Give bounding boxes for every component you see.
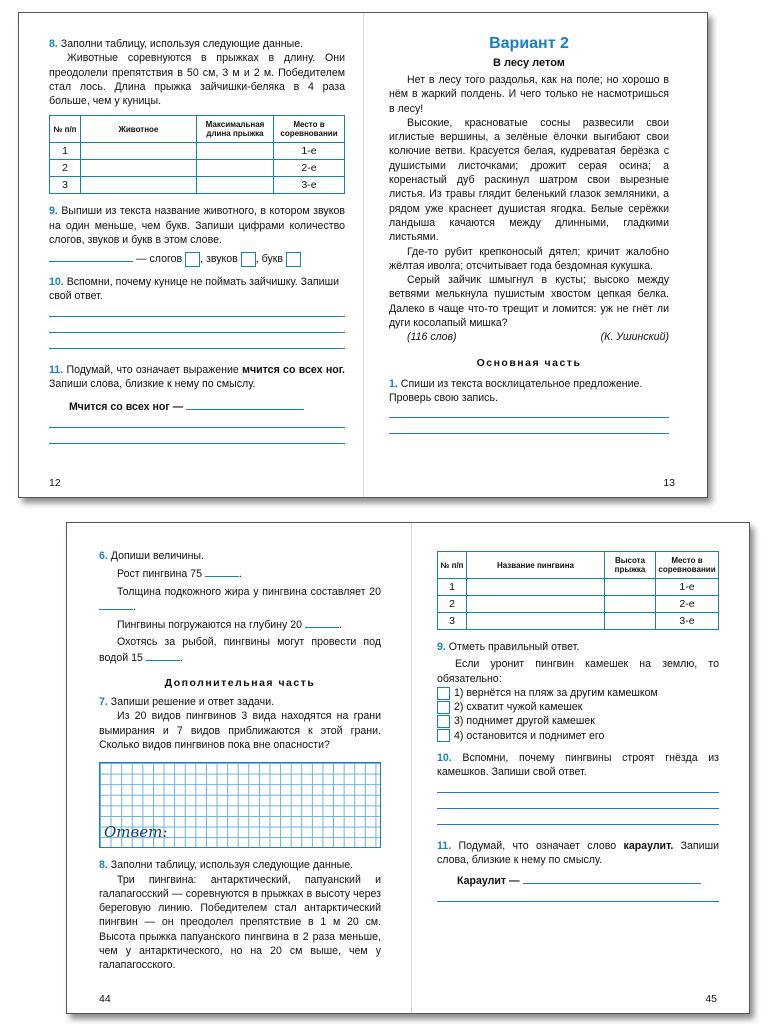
table-cell: 2	[50, 160, 81, 177]
task11-answer-row	[437, 873, 719, 888]
task9	[49, 204, 345, 247]
sounds-label: , звуков	[200, 253, 238, 266]
table-cell: 3-е	[656, 613, 719, 630]
table-row	[50, 177, 345, 194]
task-text: Выпиши из текста название животного, в котором звуков на один меньше, чем букв. Запиши цифрами количество слогов, звуков и букв в этом слове.	[49, 205, 345, 247]
task-number: 9.	[49, 205, 58, 218]
answer-line[interactable]	[49, 316, 345, 317]
task11	[49, 363, 345, 392]
variant-heading: Вариант 2	[489, 35, 569, 52]
answer-line[interactable]	[49, 427, 345, 428]
task-text: Вспомни, почему пингвины строят гнёзда из камешков. Запиши свой ответ.	[437, 752, 719, 779]
task6	[99, 549, 381, 563]
answer-line[interactable]	[437, 792, 719, 793]
task-text: Заполни таблицу, используя следующие данные.	[110, 859, 354, 872]
table-cell: 1-е	[274, 143, 345, 160]
task10	[49, 275, 345, 304]
table-header: № п/п	[50, 116, 81, 143]
table-cell: 3	[438, 613, 467, 630]
answer-line[interactable]	[437, 901, 719, 902]
task-number: 9.	[437, 641, 446, 653]
task-text: Допиши величины.	[110, 550, 204, 562]
task-number: 11.	[437, 839, 452, 852]
answer-label: Мчится со всех ног —	[69, 401, 184, 414]
table-cell: 2-е	[656, 596, 719, 613]
table-cell-input[interactable]	[605, 613, 656, 630]
solution-grid[interactable]	[99, 762, 381, 848]
paragraph: Серый зайчик шмыгнул в кусты; высоко между ветвями мелькнула пушистым хвостом цепкая белка. Далеко в чаще что-то трещит и ломится: уж не гнёт ли дуги косолапый мишка?	[389, 274, 669, 330]
option-label: 1) вернётся на пляж за другим камешком	[454, 686, 658, 699]
page-number: 45	[705, 993, 717, 1005]
author: (К. Ушинский)	[600, 331, 669, 344]
quantity-line	[99, 617, 381, 632]
task-text: Заполни таблицу, используя следующие данные.	[60, 38, 304, 50]
quantity-text: Охотясь за рыбой, пингвины могут провести под водой 15	[99, 636, 381, 664]
quantity-end: .	[179, 651, 183, 664]
task-keyword: мчится со всех ног.	[242, 363, 345, 376]
quantity-end: .	[238, 568, 242, 581]
task10	[437, 751, 719, 780]
page-13	[389, 13, 669, 497]
task8-body: Три пингвина: антарктический, папуанский и галапагосский — соревнуются в прыжках в высоту через береговую линию. Победителем стал антарктический пингвин — он преодолел препятствие в 1 м 20 см. Высота прыжка папуанского пингвина в 2 раза меньше, чем у антарктического, но на 20 см выше, чем у галапагосского.	[99, 873, 381, 972]
task-text: Запиши слова, близкие к нему по смыслу.	[49, 377, 256, 390]
answer-line[interactable]	[49, 332, 345, 333]
task-keyword: караулит.	[623, 839, 674, 852]
unit-blank[interactable]	[99, 599, 133, 610]
page-45	[437, 523, 719, 1013]
quantity-end: .	[133, 600, 136, 613]
answer-label: Караулит —	[457, 875, 520, 888]
unit-blank[interactable]	[305, 617, 339, 628]
answer-option[interactable]	[437, 700, 719, 714]
task-text: Запиши решение и ответ задачи.	[110, 696, 275, 709]
table-row	[438, 596, 719, 613]
task-text: Подумай, что означает слово	[458, 839, 624, 852]
letters-label: , букв	[255, 253, 284, 266]
section-heading: Основная часть	[476, 356, 582, 369]
sounds-box[interactable]	[241, 252, 256, 267]
task-number: 11.	[49, 363, 64, 376]
task7	[99, 695, 381, 709]
table-cell-input[interactable]	[81, 160, 197, 177]
answer-option[interactable]	[437, 686, 719, 700]
table-cell-input[interactable]	[467, 613, 605, 630]
story-text	[389, 73, 669, 330]
table-header: Название пингвина	[467, 552, 605, 579]
page-fold	[411, 523, 412, 1013]
answer-option[interactable]	[437, 729, 719, 743]
table-cell: 2	[438, 596, 467, 613]
option-label: 4) остановится и поднимет его	[454, 729, 605, 742]
task-text: Отметь правильный ответ.	[448, 641, 580, 653]
task-number: 1.	[389, 377, 398, 390]
story-title: В лесу летом	[493, 57, 565, 69]
task8-heading	[49, 37, 345, 51]
syllables-box[interactable]	[185, 252, 200, 267]
letters-box[interactable]	[286, 252, 301, 267]
table-cell: 3	[50, 177, 81, 194]
answer-line[interactable]	[437, 824, 719, 825]
option-label: 3) поднимет другой камешек	[454, 715, 595, 728]
table-header: Высота прыжка	[605, 552, 656, 579]
table-cell: 3-е	[274, 177, 345, 194]
table-row	[50, 160, 345, 177]
task-number: 8.	[49, 38, 58, 50]
task-number: 10.	[437, 752, 452, 765]
task7-body: Из 20 видов пингвинов 3 вида находятся на грани вымирания и 7 видов приближаются к этой грани. Сколько видов пингвинов пока вне опасности?	[99, 710, 381, 751]
paragraph: Где-то рубит крепконосый дятел; кричит жалобно жёлтая иволга; отсчитывает года бездомная кукушка.	[389, 245, 669, 272]
quantity-end: .	[339, 619, 342, 632]
answer-line[interactable]	[186, 399, 304, 410]
unit-blank[interactable]	[205, 566, 239, 577]
quantity-line	[99, 585, 381, 615]
task9-answer-row	[49, 251, 345, 267]
table-cell-input[interactable]	[81, 143, 197, 160]
task-number: 10.	[49, 276, 64, 289]
quantity-line	[99, 635, 381, 665]
task9	[437, 640, 719, 654]
unit-blank[interactable]	[146, 650, 180, 661]
quantity-text: Рост пингвина 75	[117, 568, 202, 581]
top-spread	[18, 12, 708, 498]
quantity-text: Толщина подкожного жира у пингвина составляет 20	[117, 585, 381, 598]
table-cell-input[interactable]	[197, 143, 274, 160]
section-heading: Дополнительная часть	[164, 677, 316, 690]
answer-line[interactable]	[389, 433, 669, 434]
paragraph: Высокие, красноватые сосны развесили свои иглистые вершины, а зелёные ёлочки выгибают свои колючие ветви. Красуется белая, кудреватая берёзка с душистыми листочками; дрожит серая осина; а коренастый дуб раскинул шатром свои вырезные листья. Из травы глядит беленький глазок земляники, а рядом уже краснеет душистая ягодка. Белые серёжки ландыша качаются между длинными, гладкими листьями.	[389, 116, 669, 244]
table-row	[438, 613, 719, 630]
task9-question: Если уронит пингвин камешек на землю, то обязательно:	[437, 658, 719, 685]
table-cell-input[interactable]	[605, 579, 656, 596]
option-label: 2) схватит чужой камешек	[454, 701, 583, 714]
table-cell: 1	[50, 143, 81, 160]
task-text: Вспомни, почему кунице не поймать зайчишку. Запиши свой ответ.	[49, 276, 339, 303]
answer-option[interactable]	[437, 714, 719, 728]
table-cell-input[interactable]	[197, 177, 274, 194]
task-number: 6.	[99, 550, 108, 562]
bottom-spread	[66, 522, 750, 1014]
checkbox[interactable]	[437, 701, 450, 714]
page-number: 13	[663, 477, 675, 489]
table-cell-input[interactable]	[81, 177, 197, 194]
word-count: (116 слов)	[407, 331, 457, 344]
checkbox[interactable]	[437, 715, 450, 728]
task-text: Спиши из текста восклицательное предложение. Проверь свою запись.	[389, 377, 643, 404]
answer-script-label: Ответ:	[104, 823, 168, 842]
page-number: 12	[49, 477, 61, 489]
table-cell: 2-е	[274, 160, 345, 177]
page-number: 44	[99, 993, 111, 1005]
table-cell-input[interactable]	[605, 596, 656, 613]
table-cell: 1-е	[656, 579, 719, 596]
table-header: Максимальная длина прыжка	[197, 116, 274, 143]
table-header: № п/п	[438, 552, 467, 579]
task11	[437, 839, 719, 868]
quantity-text: Пингвины погружаются на глубину 20	[117, 619, 303, 632]
page-12	[49, 13, 345, 497]
task8-body: Животные соревнуются в прыжках в длину. Они преодолели препятствия в 50 см, 3 м и 2 м. Победителем стал лось. Длина прыжка зайчишки-беляка в 4 раза больше, чем у куницы.	[49, 52, 345, 108]
table-cell-input[interactable]	[197, 160, 274, 177]
penguins-table	[437, 551, 719, 630]
page-fold	[363, 13, 364, 497]
table-header: Место в соревновании	[656, 552, 719, 579]
table-cell-input[interactable]	[467, 579, 605, 596]
table-cell: 1	[438, 579, 467, 596]
task1	[389, 377, 669, 406]
checkbox[interactable]	[437, 729, 450, 742]
quantity-line	[99, 566, 381, 581]
animals-table	[49, 115, 345, 194]
word-answer-line[interactable]	[49, 251, 133, 262]
checkbox[interactable]	[437, 687, 450, 700]
story-meta	[389, 330, 669, 344]
table-row	[438, 579, 719, 596]
task8	[99, 858, 381, 872]
syllables-label: — слогов	[135, 253, 183, 266]
page-44	[99, 523, 381, 1013]
answer-line[interactable]	[523, 873, 701, 884]
table-header: Животное	[81, 116, 197, 143]
answer-line[interactable]	[49, 443, 345, 444]
table-row	[50, 143, 345, 160]
answer-line[interactable]	[437, 808, 719, 809]
table-header: Место в соревновании	[274, 116, 345, 143]
task-number: 7.	[99, 696, 108, 709]
paragraph: Нет в лесу того раздолья, как на поле; но хорошо в нём в жаркий полдень. И чего только не насмотришься в лесу!	[389, 74, 669, 115]
answer-line[interactable]	[389, 417, 669, 418]
table-cell-input[interactable]	[467, 596, 605, 613]
task-number: 8.	[99, 859, 108, 872]
answer-line[interactable]	[49, 348, 345, 349]
task-text: Запиши слова, близкие к нему по смыслу.	[437, 839, 719, 866]
task11-answer-row	[49, 399, 345, 414]
task-text: Подумай, что означает выражение	[66, 363, 243, 376]
